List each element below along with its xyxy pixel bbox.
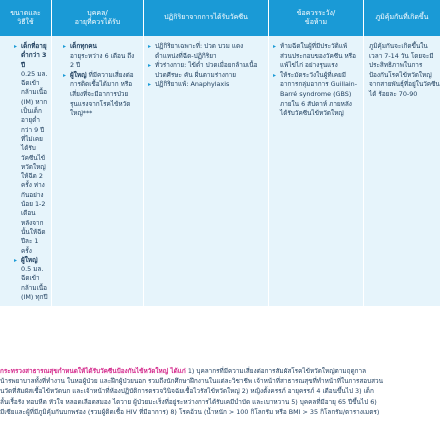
size-usage-adult-title: ผู้ใหญ่: [21, 255, 38, 264]
column-divider: [143, 0, 144, 306]
header-size-usage-line2: วิธีใช้: [17, 18, 34, 26]
recipient-adults-title: ผู้ใหญ่: [70, 70, 87, 79]
footnote-line: มีเซียและผู้ที่มีภูมิคุ้มกันบกพร่อง (รวมผู้ติดเชื้อ HIV ที่มีอาการ) 8) โรคอ้วน (น้ำหนัก > 100 กิโลกรัม หรือ BMI > 35 กิโลกรัม/ตารางเมตร): [0, 407, 380, 416]
precaution-allergy: ▸ ห้ามฉีดในผู้ที่มีประวัติแพ้ส่วนประกอบของวัคซีน หรือแพ้ไข่ไก่ อย่างรุนแรง: [273, 42, 359, 71]
size-usage-adult-body: 0.5 มล. ฉีดเข้ากล้ามเนื้อ (IM) ทุกปี: [21, 265, 48, 302]
cell-recipient-age: [52, 36, 143, 306]
recipient-adults: [63, 71, 139, 119]
header-immunity-text: ภูมิคุ้มกันที่เกิดขึ้น: [375, 13, 429, 22]
recipient-children-body: อายุระหว่าง 6 เดือน ถึง 2 ปี: [70, 51, 135, 70]
header-immunity: [364, 0, 440, 36]
cell-reactions: [144, 36, 268, 306]
footnote-line: ลั้นเรื้อรัง ทอบหืด หัวใจ หลอดเลือดสมอง ไตวาย ผู้ป่วยมะเร็งที่อยู่ระหว่างการได้รับเคมีบำบัด และเบาหวาน 5) บุคคลที่มีอายุ 65 ปีขึ้นไป 6): [0, 397, 377, 406]
cell-precautions: [269, 36, 363, 306]
size-usage-child-body: 0.25 มล. ฉีดเข้ากล้ามเนื้อ (IM) หากเป็นเด็กอายุต่ำกว่า 9 ปี ที่ไม่เคยได้รับวัคซีนไข้หวัดใหญ่ ให้ฉีด 2 ครั้ง ห่างกันอย่างน้อย 1-2 เดือน หลังจากนั้นให้ฉีดปีละ 1 ครั้ง: [21, 69, 48, 255]
precaution-gbs: ▸ ให้ระมัดระวังในผู้ที่เคยมีอาการกลุ่มอาการ Guillain-Barré syndrome (GBS) ภายใน 6 สัปดาห์ ภายหลังได้รับวัคซีนไข้หวัดใหญ่: [273, 71, 359, 119]
header-precautions-line2: ข้อห้าม: [304, 18, 328, 26]
column-divider: [51, 0, 52, 306]
recipient-adults-body: ที่มีความเสี่ยงต่อการติดเชื้อได้มาก หรือเสี่ยงที่จะมีอาการป่วยรุนแรงจากโรคไข้หวัดใหญ่***: [70, 70, 134, 118]
header-precautions-line1: ข้อควรระวัง/: [296, 8, 336, 17]
header-recipient-age: [52, 0, 143, 36]
header-recipient-age-line2: อายุที่ควรได้รับ: [74, 18, 121, 26]
footnote-line: [0, 366, 440, 376]
reaction-allergic: ▸ ปฏิกิริยาแพ้: Anaphylaxis: [148, 80, 264, 90]
footnote-line: นวัดที่สัมผัสเชื้อไข้หวัดนก และเจ้าหน้าที่ห้องปฏิบัติการตรวจวินิจฉัยเชื้อไวรัสไข้หวัดใหญ่ 2) หญิงตั้งครรภ์ อายุครรภ์ 4 เดือนขึ้นไป 3) เด็ก: [0, 387, 374, 396]
header-size-usage: [0, 0, 51, 36]
header-reactions: [144, 0, 268, 36]
recipient-children-title: เด็กทุกคน: [70, 42, 97, 50]
size-usage-adult: [14, 256, 48, 302]
recipient-children: [63, 42, 139, 71]
footnote-paragraph: [0, 366, 440, 417]
footnote-line: น้ารพยาบาลทั้งที่ทำงาน ในหอผู้ป่วย และฝึกผู้ป่วยนอก รวมถึงนักศึกษาฝึกงานในแต่ละวิชาชีพ เจ้าหน้าที่สาธารณสุขที่ทำหน้าที่ในการสอบสวน: [0, 377, 383, 386]
header-recipient-age-line1: บุคคล/: [87, 8, 108, 17]
footnote-line1-rest: 1) บุคลากรที่มีความเสี่ยงต่อการสัมผัสโรคไข้หวัดใหญ่ตามฤดูกาล: [185, 367, 367, 375]
header-size-usage-line1: ขนาดและ: [10, 8, 41, 17]
header-precautions: [269, 0, 363, 36]
cell-size-usage: [0, 36, 51, 306]
immunity-text: ภูมิคุ้มกันจะเกิดขึ้นในเวลา 7-14 วัน โดยจะมีประสิทธิภาพในการป้องกันโรคไข้หวัดใหญ่จากสายพันธุ์ที่อยู่ในวัคซีนได้ ร้อยละ 70-90: [369, 42, 440, 98]
column-divider: [268, 0, 269, 306]
column-divider: [363, 0, 364, 306]
footnote-lead: กระทรวงสาธารณสุขกำหนดให้ได้รับวัคซีนป้องกันไข้หวัดใหญ่ ได้แก่: [0, 367, 186, 375]
reaction-local: ▸ ปฏิกิริยาเฉพาะที่: ปวด บวม แดง ตำแหน่งที่ฉีด-ปฏิกิริยา: [148, 42, 264, 61]
header-reactions-text: ปฏิกิริยาจากการได้รับวัคซีน: [164, 13, 248, 22]
cell-immunity: [364, 36, 440, 306]
size-usage-child: [14, 42, 48, 256]
reaction-systemic: ▸ ทั่วร่างกาย: ไข้ต่ำ ปวดเมื่อยกล้ามเนื้อ ปวดศีรษะ คัน ผื่นตามร่างกาย: [148, 61, 264, 80]
size-usage-child-title: เด็กที่อายุต่ำกว่า 3 ปี: [21, 42, 47, 69]
